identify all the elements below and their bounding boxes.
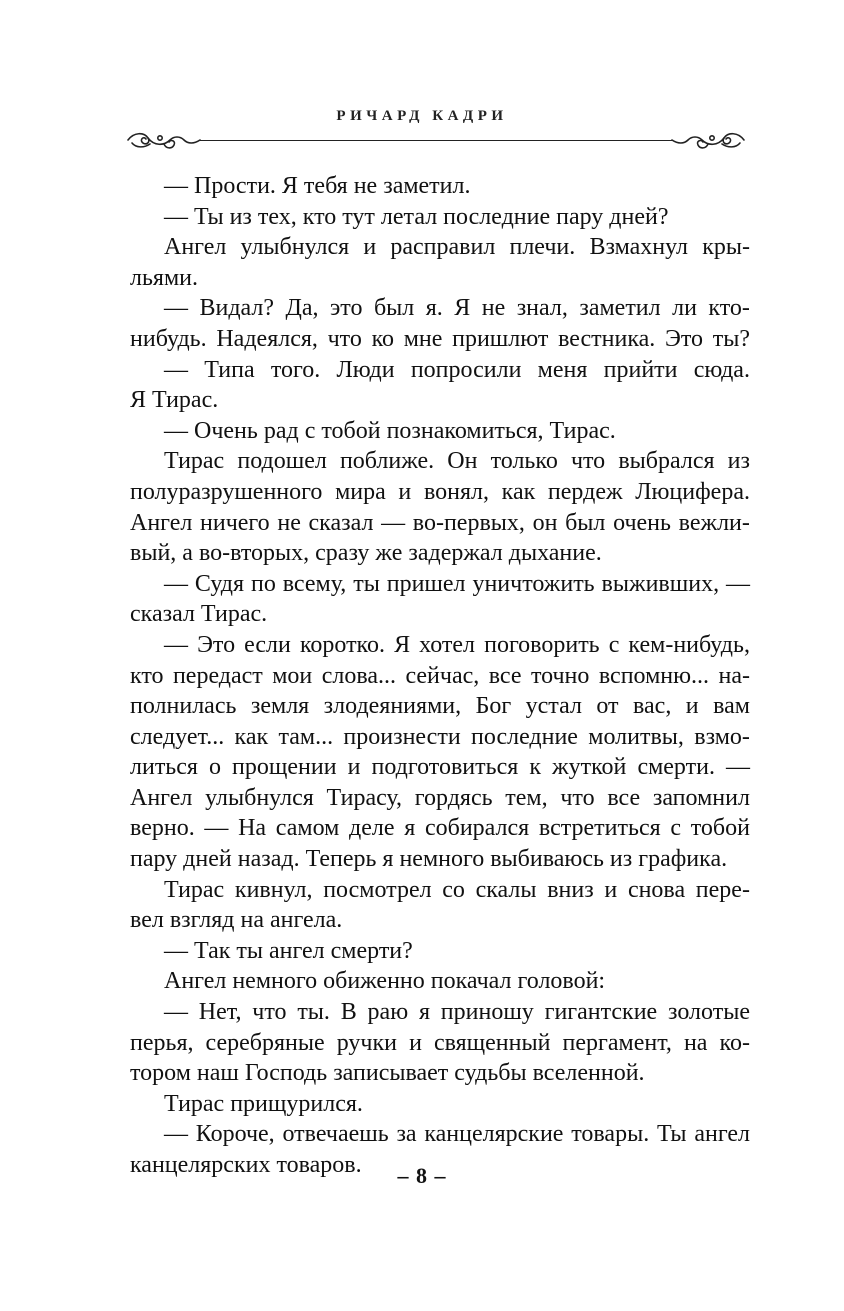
text-line	[130, 691, 750, 722]
text-line	[130, 508, 750, 539]
word: Типа	[204, 356, 255, 383]
word: Ангел	[130, 509, 193, 536]
word: На	[238, 815, 267, 842]
word: —	[164, 1121, 188, 1148]
word: подготовиться	[371, 754, 519, 781]
word: литься	[130, 754, 198, 781]
word: самом	[275, 815, 340, 842]
word: Тирасу,	[326, 784, 403, 811]
word: пере-	[695, 876, 750, 903]
word: расправил	[390, 234, 496, 261]
word: знал,	[516, 295, 568, 322]
text-line	[130, 324, 750, 355]
word: земля	[250, 693, 310, 720]
word: верно.	[130, 815, 195, 842]
word: не	[277, 509, 301, 536]
word: Бог	[475, 693, 512, 720]
word: Судя	[194, 570, 245, 597]
word: вас,	[633, 693, 672, 720]
text-line: тором наш Господь записывает судьбы вселенной.	[130, 1060, 645, 1087]
word: Нет,	[198, 999, 242, 1026]
word: Ангел	[130, 784, 193, 811]
word: товары.	[571, 1121, 650, 1148]
word: ко	[371, 325, 395, 352]
flourish-ornament-icon	[668, 126, 748, 154]
word: Ты	[656, 1121, 687, 1148]
word: В	[340, 999, 357, 1026]
word: смерти.	[637, 754, 715, 781]
word: я	[418, 999, 430, 1026]
word: Да,	[285, 295, 319, 322]
text-line	[130, 293, 750, 324]
word: снова	[627, 876, 686, 903]
text-line	[130, 355, 750, 386]
word: мне	[403, 325, 443, 352]
word: слова...	[321, 662, 396, 689]
text-line: — Ты из тех, кто тут летал последние пару дней?	[164, 203, 669, 230]
word: ко-	[719, 1029, 750, 1056]
word: улыбнулся	[240, 234, 350, 261]
word: сейчас,	[405, 662, 480, 689]
word: следует...	[130, 723, 225, 750]
text-line: — Прости. Я тебя не заметил.	[164, 173, 471, 199]
word: не	[481, 295, 506, 322]
word: отвечаешь	[282, 1121, 389, 1148]
word: приношу	[440, 999, 534, 1026]
word: плечи.	[509, 234, 576, 261]
word: Люди	[336, 356, 395, 383]
word: как	[501, 478, 536, 505]
word: с	[608, 631, 620, 658]
word: Видал?	[199, 295, 275, 322]
word: скалы	[475, 876, 537, 903]
text-line	[130, 446, 750, 477]
word: Это	[197, 631, 236, 658]
word: —	[164, 999, 188, 1026]
word: —	[381, 509, 406, 536]
word: ты.	[297, 999, 330, 1026]
word: со	[442, 876, 465, 903]
word: ли	[672, 295, 697, 322]
word: устал	[525, 693, 582, 720]
word: ручки	[336, 1029, 397, 1056]
word: последние	[471, 723, 578, 750]
word: Надеялся,	[216, 325, 318, 352]
word: я	[404, 815, 416, 842]
word: выбрался	[618, 448, 715, 475]
text-line	[130, 875, 750, 906]
word: тобой	[690, 815, 750, 842]
word: точно	[530, 662, 590, 689]
text-line: Я Тирас.	[130, 387, 219, 414]
word: был	[565, 509, 606, 536]
page-header	[0, 108, 844, 158]
text-line: льями.	[130, 264, 198, 291]
flourish-ornament-icon	[124, 126, 204, 154]
word: и	[347, 754, 361, 781]
header-rule	[200, 140, 672, 141]
word: и	[685, 693, 699, 720]
word: как	[234, 723, 269, 750]
word: —	[726, 754, 750, 781]
word: попросили	[410, 356, 522, 383]
word: Короче,	[195, 1121, 275, 1148]
word: собирался	[424, 815, 530, 842]
word: —	[726, 570, 750, 597]
word: это	[330, 295, 363, 322]
word: священный	[433, 1029, 551, 1056]
word: заметил	[579, 295, 661, 322]
word: произнести	[343, 723, 461, 750]
word: вниз	[547, 876, 594, 903]
word: выживших,	[601, 570, 720, 597]
word: что	[252, 999, 287, 1026]
text-line: Тирас прищурился.	[164, 1090, 363, 1117]
text-line: вел взгляд на ангела.	[130, 907, 343, 934]
word: золотые	[668, 999, 750, 1026]
word: сюда.	[693, 356, 750, 383]
word: деле	[349, 815, 395, 842]
word: ты?	[712, 325, 750, 352]
word: что	[327, 325, 362, 352]
text-line: — Так ты ангел смерти?	[164, 937, 413, 964]
word: взмо-	[694, 723, 750, 750]
word: поговорить	[484, 631, 600, 658]
word: вежли-	[678, 509, 750, 536]
word: молитвы,	[588, 723, 684, 750]
text-line	[130, 752, 750, 783]
word: нибудь.	[130, 325, 207, 352]
word: только	[490, 448, 558, 475]
text-line	[130, 232, 750, 263]
word: и	[398, 478, 412, 505]
word: мои	[272, 662, 313, 689]
word: к	[529, 754, 541, 781]
word: от	[596, 693, 619, 720]
text-line	[130, 569, 750, 600]
word: всему,	[282, 570, 347, 597]
word: Взмахнул	[589, 234, 689, 261]
word: прийти	[603, 356, 678, 383]
word: улыбнулся	[205, 784, 314, 811]
text-line: пару дней назад. Теперь я немного выбиваюсь из графика.	[130, 846, 728, 873]
word: запомнил	[652, 784, 750, 811]
word: —	[164, 631, 188, 658]
word: и	[409, 1029, 422, 1056]
text-line: Ангел немного обиженно покачал головой:	[164, 968, 606, 995]
word: кто	[130, 662, 164, 689]
word: гордясь	[414, 784, 493, 811]
text-line	[130, 630, 750, 661]
word: коротко.	[299, 631, 385, 658]
word: кры-	[702, 234, 750, 261]
word: хотел	[419, 631, 476, 658]
word: уничтожить	[472, 570, 595, 597]
word: того.	[270, 356, 321, 383]
word: он	[532, 509, 558, 536]
word: полуразрушенного	[130, 478, 323, 505]
running-head-author: РИЧАРД КАДРИ	[336, 108, 508, 124]
word: посмотрел	[323, 876, 432, 903]
word: тем,	[505, 784, 548, 811]
word: и	[604, 876, 618, 903]
text-line: — Очень рад с тобой познакомиться, Тирас.	[164, 417, 616, 444]
word: гигантские	[544, 999, 658, 1026]
word: пердеж	[547, 478, 623, 505]
text-line	[130, 661, 750, 692]
word: по	[250, 570, 276, 597]
word: все	[488, 662, 522, 689]
text-line	[130, 783, 750, 814]
word: и	[363, 234, 377, 261]
word: с	[670, 815, 681, 842]
word: серебряные	[205, 1029, 325, 1056]
text-line	[130, 997, 750, 1028]
text-line	[130, 477, 750, 508]
word: —	[164, 570, 188, 597]
word: о	[209, 754, 221, 781]
word: встретиться	[538, 815, 661, 842]
word: пришлют	[452, 325, 549, 352]
word: кем-нибудь,	[628, 631, 750, 658]
word: —	[204, 815, 229, 842]
word: ничего	[200, 509, 270, 536]
word: вестника.	[558, 325, 656, 352]
word: вспомню...	[598, 662, 710, 689]
word: Он	[447, 448, 478, 475]
text-line	[130, 722, 750, 753]
word: на-	[718, 662, 750, 689]
word: перья,	[130, 1029, 194, 1056]
word: —	[164, 295, 188, 322]
word: там...	[278, 723, 334, 750]
word: если	[244, 631, 291, 658]
word: ты	[353, 570, 380, 597]
word: Я	[394, 631, 411, 658]
word: пергамент,	[562, 1029, 672, 1056]
word: злодеяниями,	[323, 693, 462, 720]
word: я.	[425, 295, 443, 322]
word: жуткой	[552, 754, 627, 781]
word: передаст	[172, 662, 263, 689]
word: за	[396, 1121, 417, 1148]
word: был	[373, 295, 415, 322]
word: ангел	[694, 1121, 750, 1148]
word: Это	[664, 325, 703, 352]
text-line	[130, 1028, 750, 1059]
word: кивнул,	[234, 876, 313, 903]
word: вам	[713, 693, 750, 720]
word: на	[683, 1029, 708, 1056]
word: прощении	[232, 754, 337, 781]
text-line: канцелярских товаров.	[130, 1152, 362, 1178]
word: полнилась	[130, 693, 237, 720]
word: пришел	[386, 570, 466, 597]
word: Ангел	[164, 234, 227, 261]
word: Люцифера.	[635, 478, 750, 505]
word: кто-	[708, 295, 750, 322]
body-text	[130, 171, 750, 1181]
word: вонял,	[423, 478, 489, 505]
word: что	[570, 448, 606, 475]
page-number: – 8 –	[397, 1163, 447, 1188]
word: —	[164, 356, 188, 383]
word: раю	[367, 999, 409, 1026]
text-line	[130, 813, 750, 844]
word: подошел	[237, 448, 327, 475]
word: меня	[537, 356, 588, 383]
word: поближе.	[339, 448, 435, 475]
word: Я	[454, 295, 471, 322]
word: сказал	[308, 509, 374, 536]
word: из	[727, 448, 750, 475]
word: очень	[613, 509, 671, 536]
word: Тирас	[164, 448, 225, 475]
word: все	[607, 784, 641, 811]
word: Тирас	[164, 876, 225, 903]
text-line	[130, 1119, 750, 1150]
word: что	[560, 784, 595, 811]
word: канцелярские	[424, 1121, 564, 1148]
text-line: сказал Тирас.	[130, 601, 268, 628]
word: во-первых,	[412, 509, 525, 536]
text-line: вый, а во-вторых, сразу же задержал дыхание.	[130, 540, 602, 567]
word: мира	[335, 478, 386, 505]
